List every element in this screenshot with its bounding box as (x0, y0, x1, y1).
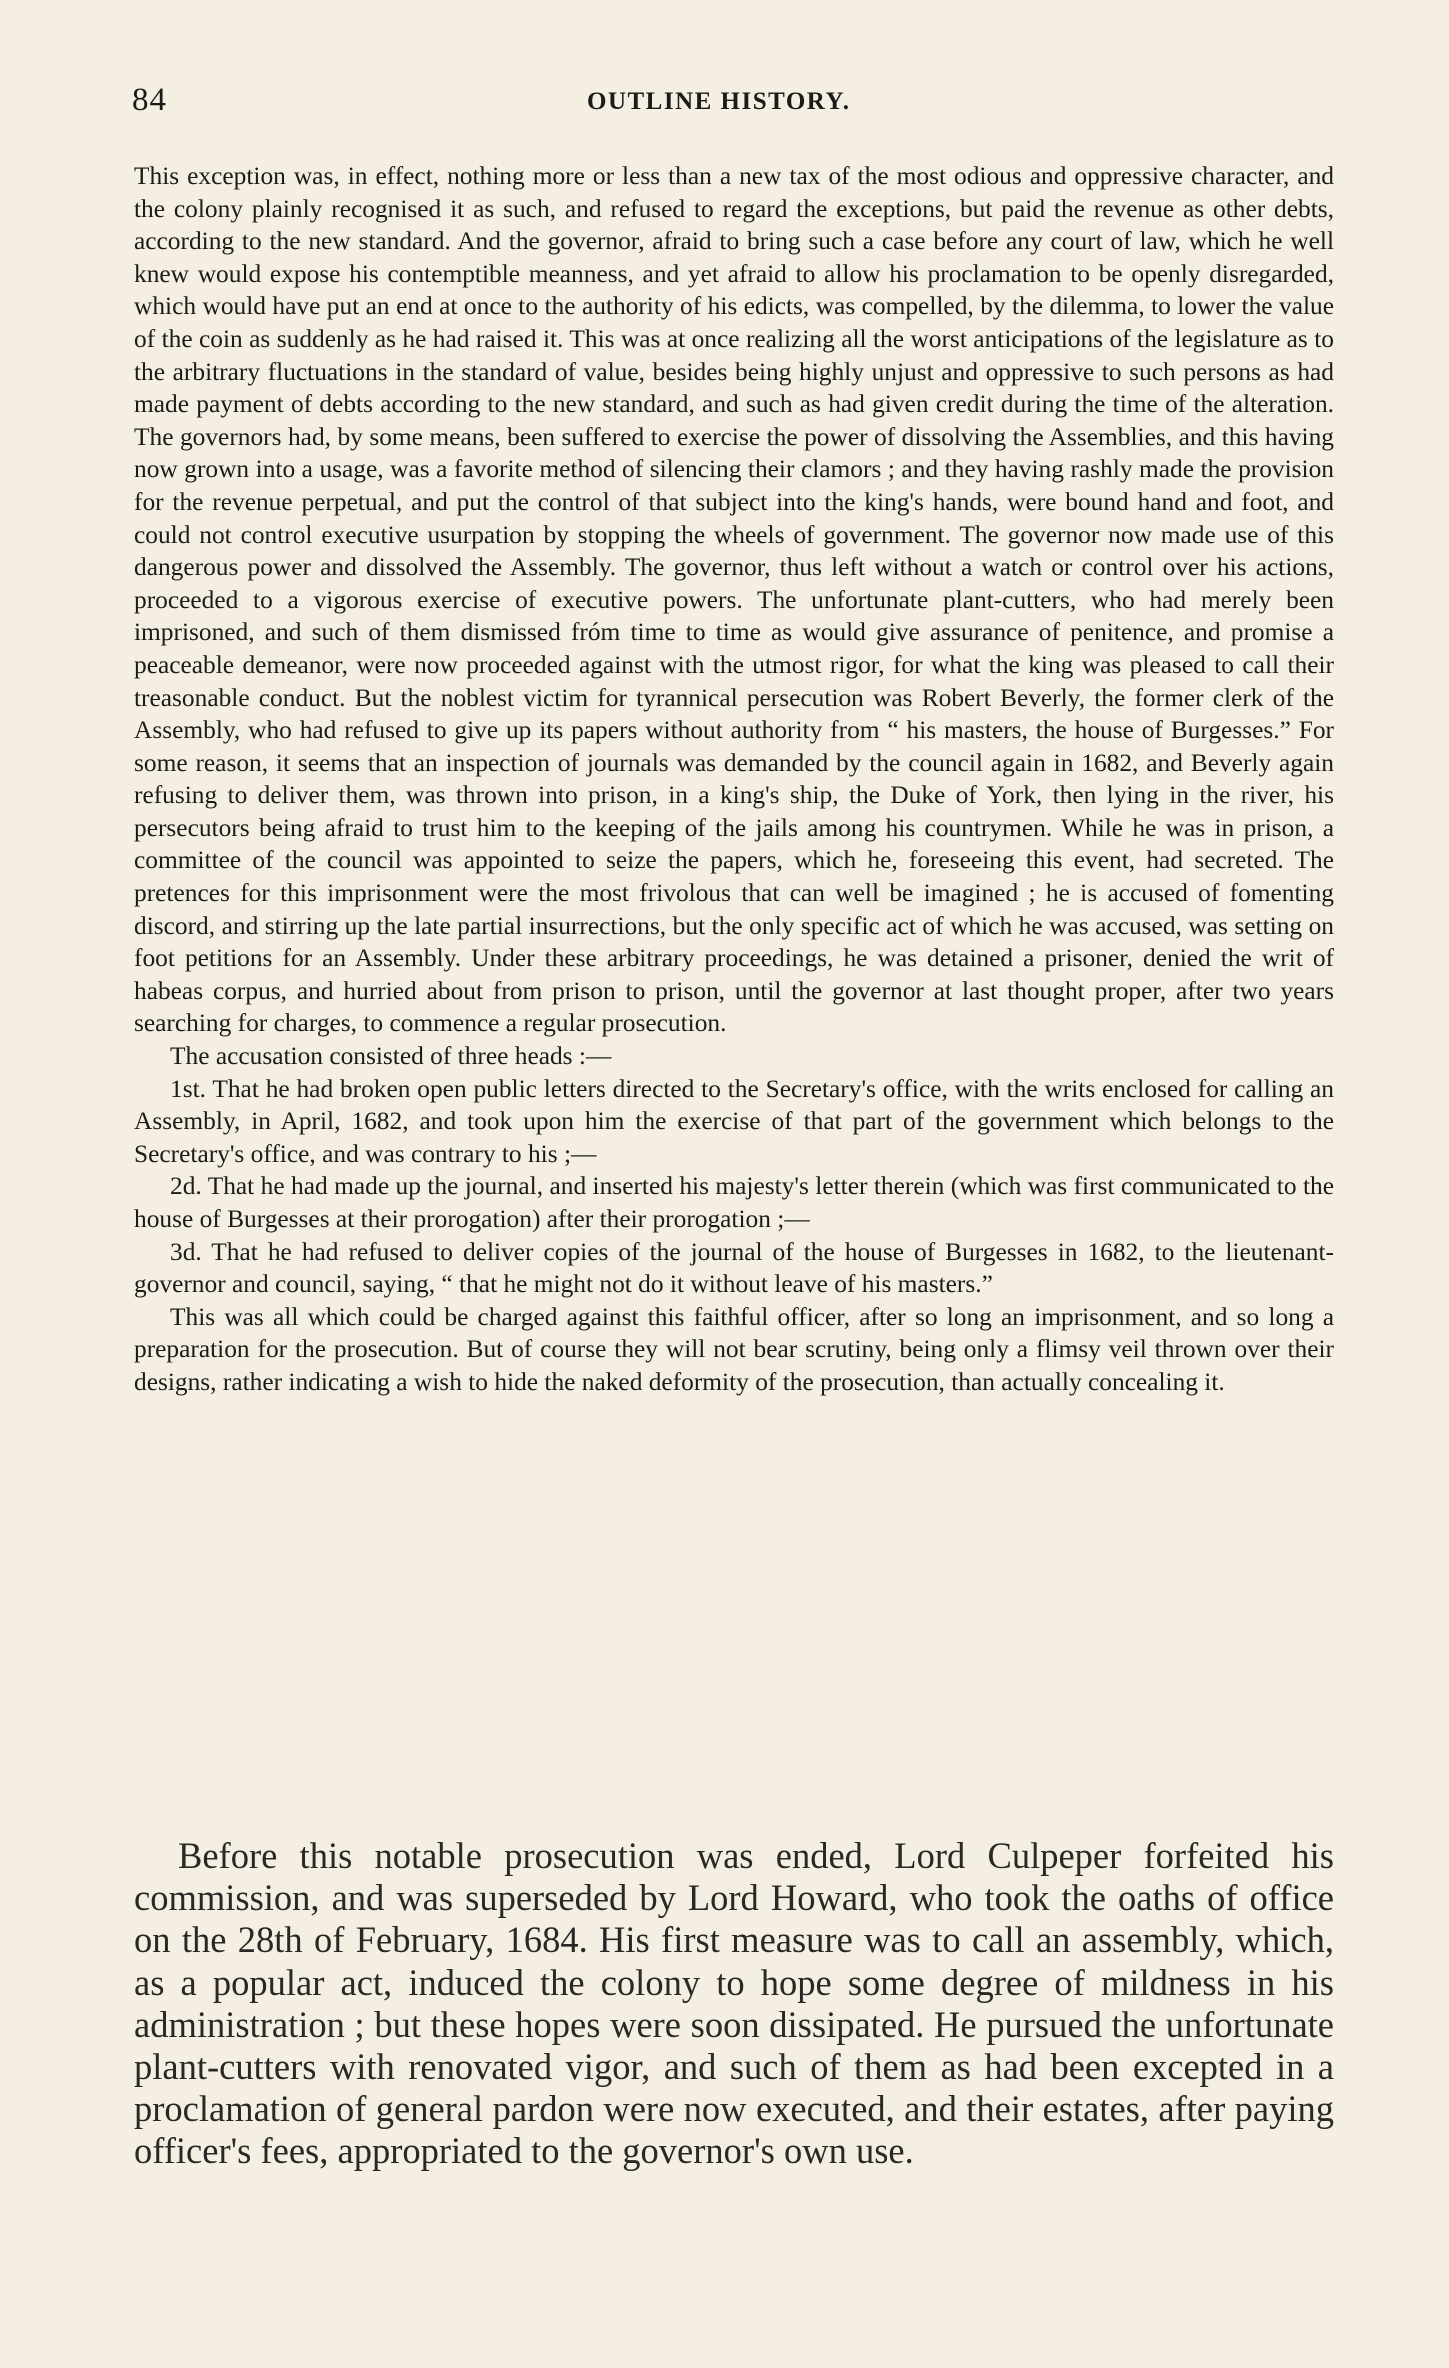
paragraph-conclusion: This was all which could be charged against this faithful officer, after so long an imprisonment, and so long a preparation for the prosecution. But of course they will not bear scrutiny, being only a flimsy veil thrown over their designs, rather indicating a wish to hide the naked deformity of the prosecution, than actually concealing it. (134, 1302, 1334, 1396)
body-text-small (134, 160, 1334, 1399)
paragraph-accusation-third: 3d. That he had refused to deliver copies of the journal of the house of Burgesses in 1682, to the lieutenant-governor and council, saying, “ that he might not do it without leave of his masters.” (134, 1237, 1334, 1299)
running-title: OUTLINE HISTORY. (587, 88, 851, 115)
paragraph-accusation-second: 2d. That he had made up the journal, and inserted his majesty's letter therein (which was first communicated to the house of Burgesses at their prorogation) after their prorogation ;— (134, 1172, 1334, 1233)
page-header (132, 82, 1332, 122)
paragraph-accusation-first: 1st. That he had broken open public letters directed to the Secretary's office, with the writs enclosed for calling an Assembly, in April, 1682, and took upon him the exercise of that part of the government which belongs to the Secretary's office, and was contrary to his ;— (134, 1074, 1334, 1168)
paragraph-exception: This exception was, in effect, nothing more or less than a new tax of the most odious and oppressive character, and the colony plainly recognised it as such, and refused to regard the exceptions, but paid the revenue as other debts, according to the new standard. And the governor, afraid to bring such a case before any court of law, which he well knew would expose his contemptible meanness, and yet afraid to allow his proclamation to be openly disregarded, which would have put an end at once to the authority of his edicts, was compelled, by the dilemma, to lower the value of the coin as suddenly as he had raised it. This was at once realizing all the worst anticipations of the legislature as to the arbitrary fluctuations in the standard of value, besides being highly unjust and oppressive to such persons as had made payment of debts according to the new standard, and such as had given credit during the time of the alteration. The governors had, by some means, been suffered to exercise the power of dissolving the Assemblies, and this having now grown into a usage, was a favorite method of silencing their clamors ; and they having rashly made the provision for the revenue perpetual, and put the control of that subject into the king's hands, were bound hand and foot, and could not control executive usurpation by stopping the wheels of government. The governor now made use of this dangerous power and dissolved the Assembly. The governor, thus left without a watch or control over his actions, proceeded to a vigorous exercise of executive powers. The unfortunate plant-cutters, who had merely been imprisoned, and such of them dismissed fróm time to time as would give assurance of penitence, and promise a peaceable demeanor, were now proceeded against with the utmost rigor, for what the king was pleased to call their treasonable conduct. But the noblest victim for tyrannical persecution was Robert Beverly, the former clerk of the Assembly, who had refused to give up its papers without authority from “ his masters, the house of Burgesses.” For some reason, it seems that an inspection of journals was demanded by the council again in 1682, and Beverly again refusing to deliver them, was thrown into prison, in a king's ship, the Duke of York, then lying in the river, his persecutors being afraid to trust him to the keeping of the jails among his countrymen. While he was in prison, a committee of the council was appointed to seize the papers, which he, foreseeing this event, had secreted. The pretences for this imprisonment were the most frivolous that can well be imagined ; he is accused of fomenting discord, and stirring up the late partial insurrections, but the only specific act of which he was accused, was setting on foot petitions for an Assembly. Under these arbitrary proceedings, he was detained a prisoner, denied the writ of habeas corpus, and hurried about from prison to prison, until the governor at last thought proper, after two years searching for charges, to commence a regular prosecution. (134, 162, 1334, 1038)
page-number: 84 (132, 82, 167, 118)
paragraph-lord-howard: Before this notable prosecution was ended, Lord Culpeper forfeited his commission, and was superseded by Lord Howard, who took the oaths of office on the 28th of February, 1684. His first measure was to call an assembly, which, as a popular act, induced the colony to hope some degree of mildness in his administration ; but these hopes were soon dissipated. He pursued the unfortunate plant-cutters with renovated vigor, and such of them as had been excepted in a proclamation of general pardon were now executed, and their estates, after paying officer's fees, appropriated to the governor's own use. (134, 1835, 1334, 2172)
paragraph-accusation-intro: The accusation consisted of three heads :— (170, 1042, 612, 1071)
